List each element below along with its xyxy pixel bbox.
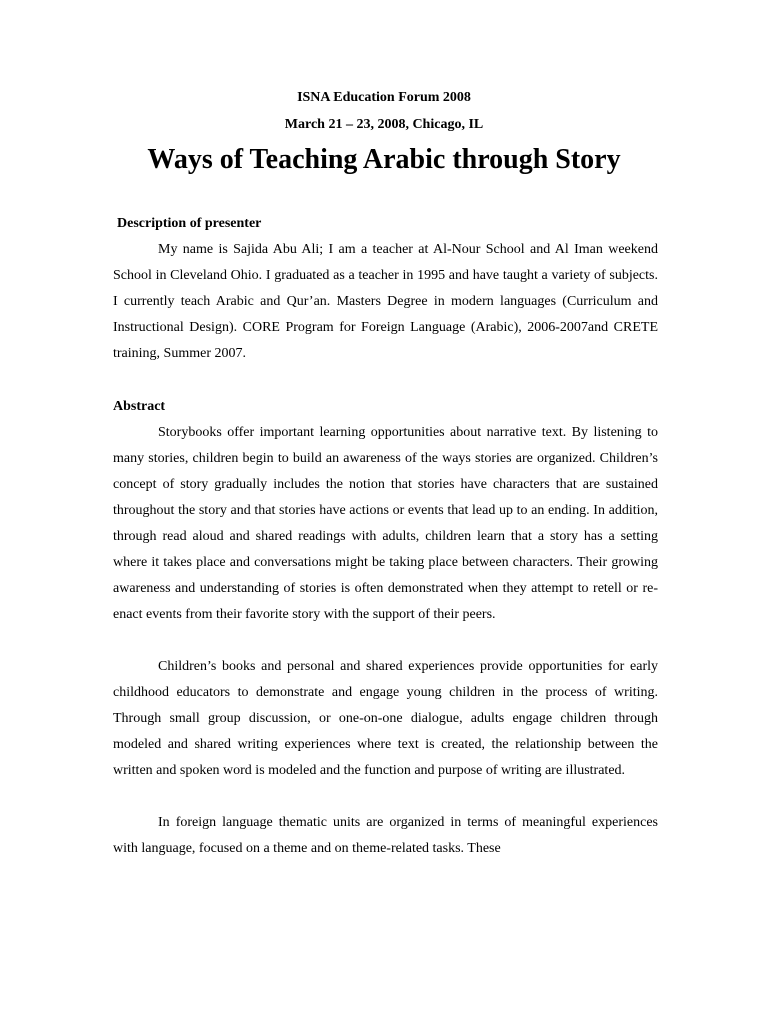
abstract-paragraph: Children’s books and personal and shared experiences provide opportunities for early childhood educators to demonstrate and engage young children in the process of writing. Through small group discussion, or one-on-one dialogue, adults engage children through modeled and shared writing experiences where text is created, the relationship between the written and spoken word is modeled and the function and purpose of writing are illustrated.: [113, 659, 658, 778]
presenter-heading: Description of presenter: [117, 216, 262, 231]
forum-date-location: March 21 – 23, 2008, Chicago, IL: [284, 117, 484, 132]
document-title: Ways of Teaching Arabic through Story: [147, 144, 621, 175]
abstract-paragraph: In foreign language thematic units are organized in terms of meaningful experiences with language, focused on a theme and on theme-related tasks. These: [113, 815, 658, 856]
presenter-paragraph: My name is Sajida Abu Ali; I am a teacher at Al-Nour School and Al Iman weekend School in Cleveland Ohio. I graduated as a teacher in 1995 and have taught a variety of subjects. I currently teach Arabic and Qur’an. Masters Degree in modern languages (Curriculum and Instructional Design). CORE Program for Foreign Language (Arabic), 2006-2007and CRETE training, Summer 2007.: [113, 242, 658, 361]
abstract-heading: Abstract: [113, 399, 166, 414]
forum-name: ISNA Education Forum 2008: [297, 90, 471, 105]
abstract-paragraph: Storybooks offer important learning opportunities about narrative text. By listening to many stories, children begin to build an awareness of the ways stories are organized. Children’s concept of story gradually includes the notion that stories have characters that are sustained throughout the story and that stories have actions or events that lead up to an ending. In addition, through read aloud and shared readings with adults, children learn that a story has a setting where it takes place and conversations might be taking place between characters. Their growing awareness and understanding of stories is often demonstrated when they attempt to retell or re-enact events from their favorite story with the support of their peers.: [113, 425, 658, 622]
